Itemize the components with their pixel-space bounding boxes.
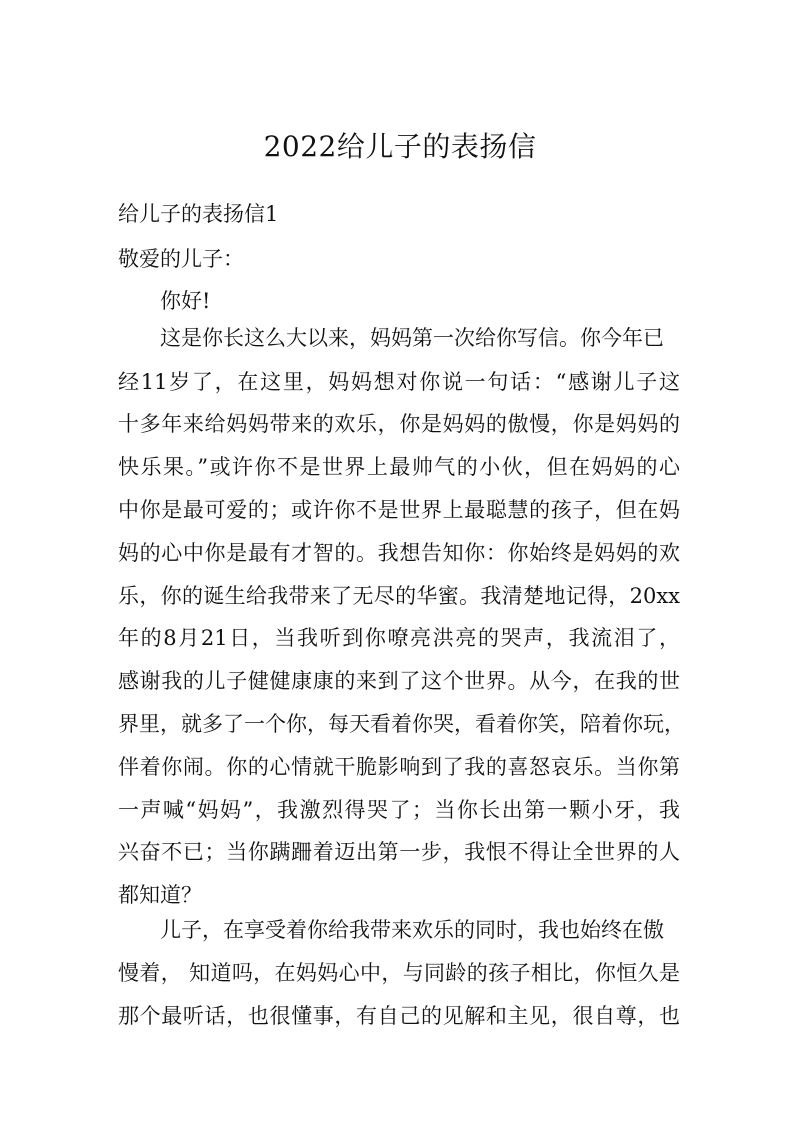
paragraph-line <box>0 794 800 826</box>
paragraph-text: 一声喊“妈妈”，我激烈得哭了；当你长出第一颗小牙，我 <box>118 798 680 822</box>
paragraph-text: 乐，你的诞生给我带来了无尽的华蜜。我清楚地记得，20xx <box>118 584 680 608</box>
paragraph-text: 中你是最可爱的；或许你不是世界上最聪慧的孩子，但在妈 <box>118 498 680 522</box>
paragraph-text: 兴奋不已；当你蹒跚着迈出第一步，我恨不得让全世界的人 <box>118 840 680 864</box>
paragraph-text: 儿子，在享受着你给我带来欢乐的同时，我也始终在傲 <box>160 918 664 942</box>
greeting: 你好! <box>160 289 211 313</box>
salutation-line <box>0 243 800 275</box>
paragraph-line <box>0 665 800 697</box>
paragraph-line <box>0 580 800 612</box>
paragraph-line <box>0 708 800 740</box>
paragraph-text: 都知道？ <box>118 883 202 907</box>
paragraph-line <box>0 751 800 783</box>
paragraph-text: 经11岁了，在这里，妈妈想对你说一句话：“感谢儿子这 <box>118 370 680 394</box>
paragraph-text: 慢着， 知道吗，在妈妈心中，与同龄的孩子相比，你恒久是 <box>118 961 680 985</box>
paragraph-text: 感谢我的儿子健健康康的来到了这个世界。从今，在我的世 <box>118 669 680 693</box>
paragraph-line <box>0 322 800 354</box>
letter-subtitle-line <box>0 198 800 230</box>
paragraph-line <box>0 1000 800 1032</box>
paragraph-text: 十多年来给妈妈带来的欢乐，你是妈妈的傲慢，你是妈妈的 <box>118 412 680 436</box>
salutation: 敬爱的儿子： <box>118 247 244 271</box>
paragraph-line <box>0 879 800 911</box>
paragraph-line <box>0 366 800 398</box>
paragraph-line <box>0 622 800 654</box>
paragraph-text: 妈的心中你是最有才智的。我想告知你：你始终是妈妈的欢 <box>118 541 680 565</box>
paragraph-line <box>0 957 800 989</box>
paragraph-text: 界里，就多了一个你，每天看着你哭，看着你笑，陪着你玩， <box>118 712 685 736</box>
paragraph-line <box>0 451 800 483</box>
paragraph-text: 那个最听话，也很懂事，有自己的见解和主见，很自尊，也 <box>118 1004 680 1028</box>
paragraph-line <box>0 408 800 440</box>
letter-subtitle: 给儿子的表扬信1 <box>118 202 279 226</box>
paragraph-text: 年的8月21日，当我听到你嘹亮洪亮的哭声，我流泪了， <box>118 626 680 650</box>
paragraph-line <box>0 537 800 569</box>
paragraph-line <box>0 914 800 946</box>
paragraph-text: 快乐果。”或许你不是世界上最帅气的小伙，但在妈妈的心 <box>118 455 680 479</box>
paragraph-line <box>0 494 800 526</box>
paragraph-line <box>0 836 800 868</box>
greeting-line <box>0 285 800 317</box>
paragraph-text: 这是你长这么大以来，妈妈第一次给你写信。你今年已 <box>160 326 664 350</box>
document-title: 2022给儿子的表扬信 <box>263 130 537 163</box>
paragraph-text: 伴着你闹。你的心情就干脆影响到了我的喜怒哀乐。当你第 <box>118 755 680 779</box>
